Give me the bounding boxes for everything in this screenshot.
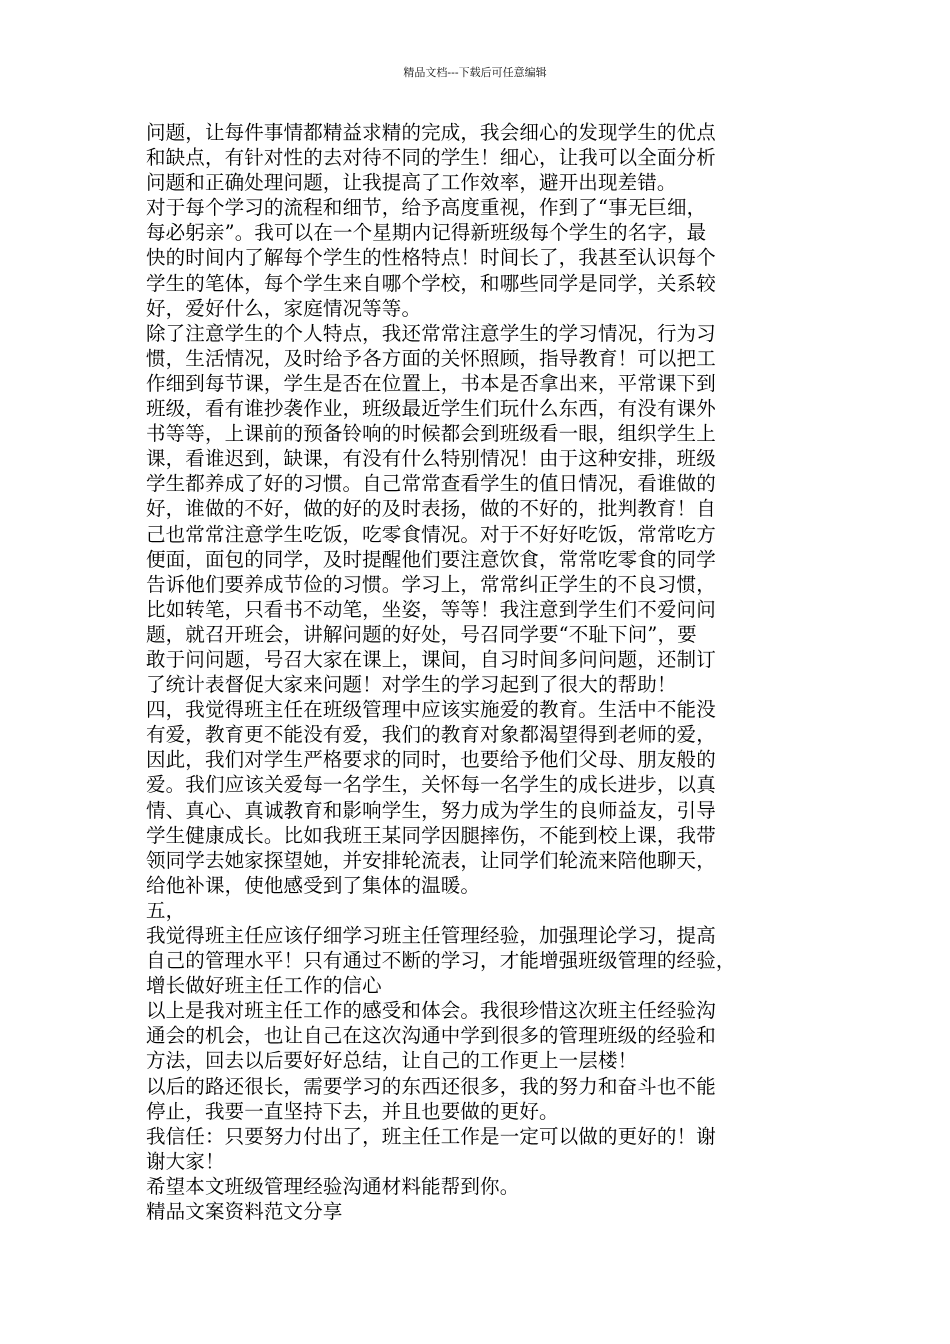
text-line: 五， bbox=[146, 898, 186, 922]
text-line: 四，我觉得班主任在班级管理中应该实施爱的教育。生活中不能没 bbox=[146, 698, 716, 722]
text-line: 好，爱好什么，家庭情况等等。 bbox=[146, 296, 422, 320]
text-line: 告诉他们要养成节俭的习惯。学习上，常常纠正学生的不良习惯， bbox=[146, 572, 716, 596]
text-line: 希望本文班级管理经验沟通材料能帮到你。 bbox=[146, 1174, 520, 1198]
text-line: 爱。我们应该关爱每一名学生，关怀每一名学生的成长进步，以真 bbox=[146, 773, 716, 797]
text-line: 增长做好班主任工作的信心 bbox=[146, 974, 382, 998]
text-line: 敢于问问题，号召大家在课上，课间，自习时间多问问题，还制订 bbox=[146, 647, 716, 671]
text-line: 了统计表督促大家来问题！对学生的学习起到了很大的帮助！ bbox=[146, 673, 677, 697]
text-line: 我信任：只要努力付出了，班主任工作是一定可以做的更好的！谢 bbox=[146, 1124, 716, 1148]
text-line: 有爱，教育更不能没有爱，我们的教育对象都渴望得到老师的爱， bbox=[146, 723, 716, 747]
text-line: 己也常常注意学生吃饭，吃零食情况。对于不好好吃饭，常常吃方 bbox=[146, 522, 716, 546]
document-body bbox=[146, 120, 818, 1224]
text-line: 每必躬亲”。我可以在一个星期内记得新班级每个学生的名字，最 bbox=[146, 221, 707, 245]
text-line: 自己的管理水平！只有通过不断的学习，才能增强班级管理的经验， bbox=[146, 949, 736, 973]
text-line: 书等等，上课前的预备铃响的时候都会到班级看一眼，组织学生上 bbox=[146, 422, 716, 446]
text-line: 惯，生活情况，及时给予各方面的关怀照顾，指导教育！可以把工 bbox=[146, 346, 716, 370]
text-line: 问题和正确处理问题，让我提高了工作效率，避开出现差错。 bbox=[146, 171, 677, 195]
text-line: 以后的路还很长，需要学习的东西还很多，我的努力和奋斗也不能 bbox=[146, 1074, 716, 1098]
text-line: 情、真心、真诚教育和影响学生，努力成为学生的良师益友，引导 bbox=[146, 798, 716, 822]
text-line: 学生都养成了好的习惯。自己常常查看学生的值日情况，看谁做的 bbox=[146, 472, 716, 496]
text-line: 通会的机会，也让自己在这次沟通中学到很多的管理班级的经验和 bbox=[146, 1024, 716, 1048]
text-line: 方法，回去以后要好好总结，让自己的工作更上一层楼！ bbox=[146, 1049, 638, 1073]
text-line: 除了注意学生的个人特点，我还常常注意学生的学习情况，行为习 bbox=[146, 321, 716, 345]
text-line: 给他补课，使他感受到了集体的温暖。 bbox=[146, 873, 481, 897]
text-line: 因此，我们对学生严格要求的同时，也要给予他们父母、朋友般的 bbox=[146, 748, 716, 772]
text-line: 比如转笔，只看书不动笔，坐姿，等等！我注意到学生们不爱问问 bbox=[146, 597, 716, 621]
text-line: 快的时间内了解每个学生的性格特点！时间长了，我甚至认识每个 bbox=[146, 246, 716, 270]
text-line: 对于每个学习的流程和细节，给予高度重视，作到了“事无巨细， bbox=[146, 196, 707, 220]
text-line: 领同学去她家探望她，并安排轮流表，让同学们轮流来陪他聊天， bbox=[146, 848, 716, 872]
text-line: 题，就召开班会，讲解问题的好处，号召同学要“不耻下问”，要 bbox=[146, 622, 697, 646]
text-line: 精品文案资料范文分享 bbox=[146, 1200, 343, 1224]
page-header: 精品文档---下载后可任意编辑 bbox=[403, 66, 547, 79]
text-line: 问题，让每件事情都精益求精的完成，我会细心的发现学生的优点 bbox=[146, 121, 716, 144]
text-line: 学生的笔体，每个学生来自哪个学校，和哪些同学是同学，关系较 bbox=[146, 271, 716, 295]
text-line: 班级，看有谁抄袭作业，班级最近学生们玩什么东西，有没有课外 bbox=[146, 397, 716, 421]
text-line: 作细到每节课，学生是否在位置上，书本是否拿出来，平常课下到 bbox=[146, 371, 716, 395]
text-line: 便面，面包的同学，及时提醒他们要注意饮食，常常吃零食的同学 bbox=[146, 547, 716, 571]
text-line: 课，看谁迟到，缺课，有没有什么特别情况！由于这种安排，班级 bbox=[146, 447, 716, 471]
text-line: 和缺点，有针对性的去对待不同的学生！细心，让我可以全面分析 bbox=[146, 146, 716, 170]
text-line: 学生健康成长。比如我班王某同学因腿摔伤，不能到校上课，我带 bbox=[146, 823, 716, 847]
text-line: 以上是我对班主任工作的感受和体会。我很珍惜这次班主任经验沟 bbox=[146, 999, 716, 1023]
text-line: 我觉得班主任应该仔细学习班主任管理经验，加强理论学习，提高 bbox=[146, 924, 716, 947]
text-line: 好，谁做的不好，做的好的及时表扬，做的不好的，批判教育！自 bbox=[146, 497, 716, 521]
text-line: 谢大家！ bbox=[146, 1149, 225, 1173]
text-line: 停止，我要一直坚持下去，并且也要做的更好。 bbox=[146, 1099, 559, 1123]
